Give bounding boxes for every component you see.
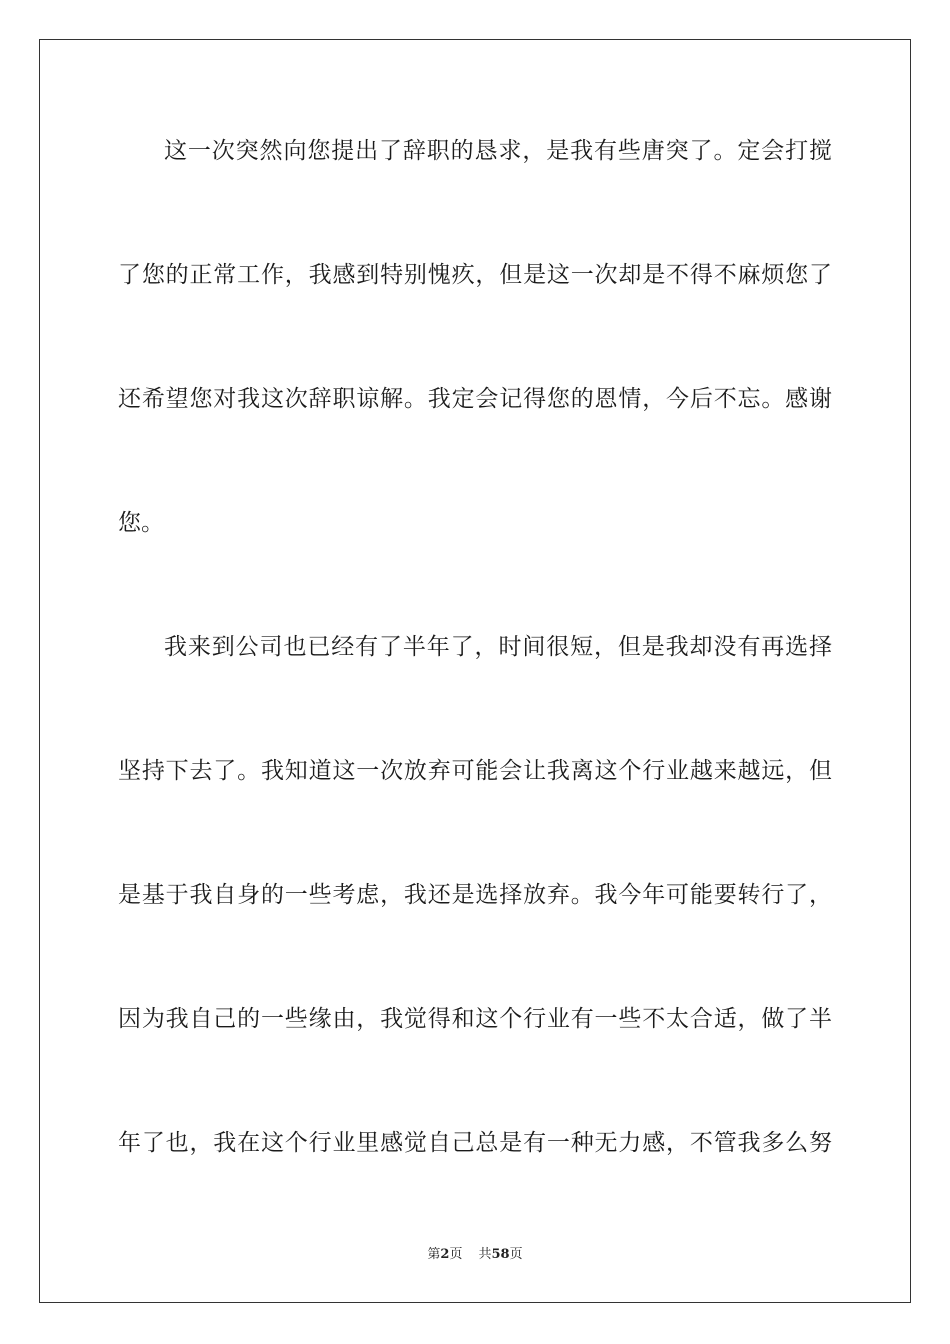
footer-page-prefix: 第 xyxy=(427,1247,441,1262)
paragraph-1-line-2: 了您的正常工作，我感到特别愧疚，但是这一次却是不得不麻烦您了 xyxy=(118,262,832,288)
paragraph-1-line-3: 还希望您对我这次辞职谅解。我定会记得您的恩情，今后不忘。感谢 xyxy=(118,386,832,412)
paragraph-2-line-5: 年了也，我在这个行业里感觉自己总是有一种无力感，不管我多么努 xyxy=(118,1130,832,1156)
page-footer xyxy=(0,1246,950,1264)
page-frame xyxy=(39,39,911,1303)
paragraph-2-line-3: 是基于我自身的一些考虑，我还是选择放弃。我今年可能要转行了， xyxy=(118,882,832,908)
footer-total-suffix: 页 xyxy=(509,1247,523,1262)
paragraph-2-line-4: 因为我自己的一些缘由，我觉得和这个行业有一些不太合适，做了半 xyxy=(118,1006,832,1032)
paragraph-1-line-4: 您。 xyxy=(118,510,164,536)
footer-page-suffix: 页 xyxy=(449,1247,463,1262)
paragraph-2-line-1: 我来到公司也已经有了半年了，时间很短，但是我却没有再选择 xyxy=(164,634,832,660)
paragraph-2-line-2: 坚持下去了。我知道这一次放弃可能会让我离这个行业越来越远，但 xyxy=(118,758,832,784)
footer-total-prefix: 共 xyxy=(478,1247,492,1262)
footer-page-number: 2 xyxy=(440,1247,450,1262)
footer-total-pages: 58 xyxy=(491,1247,510,1262)
paragraph-1-line-1: 这一次突然向您提出了辞职的恳求，是我有些唐突了。定会打搅 xyxy=(164,138,832,164)
